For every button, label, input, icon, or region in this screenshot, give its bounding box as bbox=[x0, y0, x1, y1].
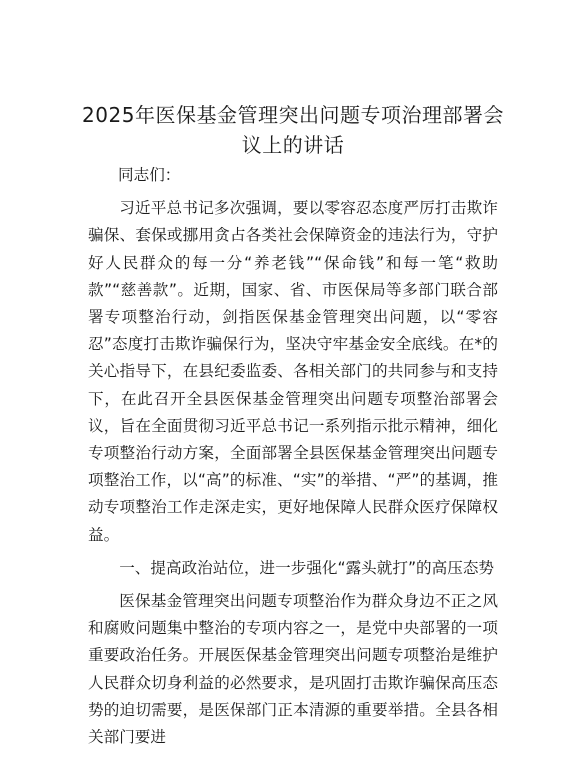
document-body bbox=[88, 162, 498, 751]
document-title: 2025年医保基金管理突出问题专项治理部署会议上的讲话 bbox=[82, 103, 504, 157]
intro-paragraph: 习近平总书记多次强调，要以零容忍态度严厉打击欺诈骗保、套保或挪用贪占各类社会保障资金的违法行为，守护好人民群众的每一分“养老钱”“保命钱”和每一笔“救助款”“慈善款”。近期，国家、省、市医保局等多部门联合部署专项整治行动，剑指医保基金管理突出问题，以“零容忍”态度打击欺诈骗保行为，坚决守牢基金安全底线。在*的关心指导下，在县纪委监委、各相关部门的共同参与和支持下，在此召开全县医保基金管理突出问题专项整治部署会议，旨在全面贯彻习近平总书记一系列指示批示精神，细化专项整治行动方案，全面部署全县医保基金管理突出问题专项整治工作，以“高”的标准、“实”的举措、“严”的基调，推动专项整治工作走深走实，更好地保障人民群众医疗保障权益。 bbox=[88, 199, 498, 544]
greeting: 同志们： bbox=[118, 166, 181, 184]
section-heading: 一、提高政治站位，进一步强化“露头就打”的高压态势 bbox=[119, 558, 495, 577]
section-paragraph: 医保基金管理突出问题专项整治作为群众身边不正之风和腐败问题集中整治的专项内容之一，是党中央部署的一项重要政治任务。开展医保基金管理突出问题专项整治是维护人民群众切身利益的必然要求，是巩固打击欺诈骗保高压态势的迫切需要，是医保部门正本清源的重要举措。全县各相关部门要进 bbox=[88, 592, 498, 747]
